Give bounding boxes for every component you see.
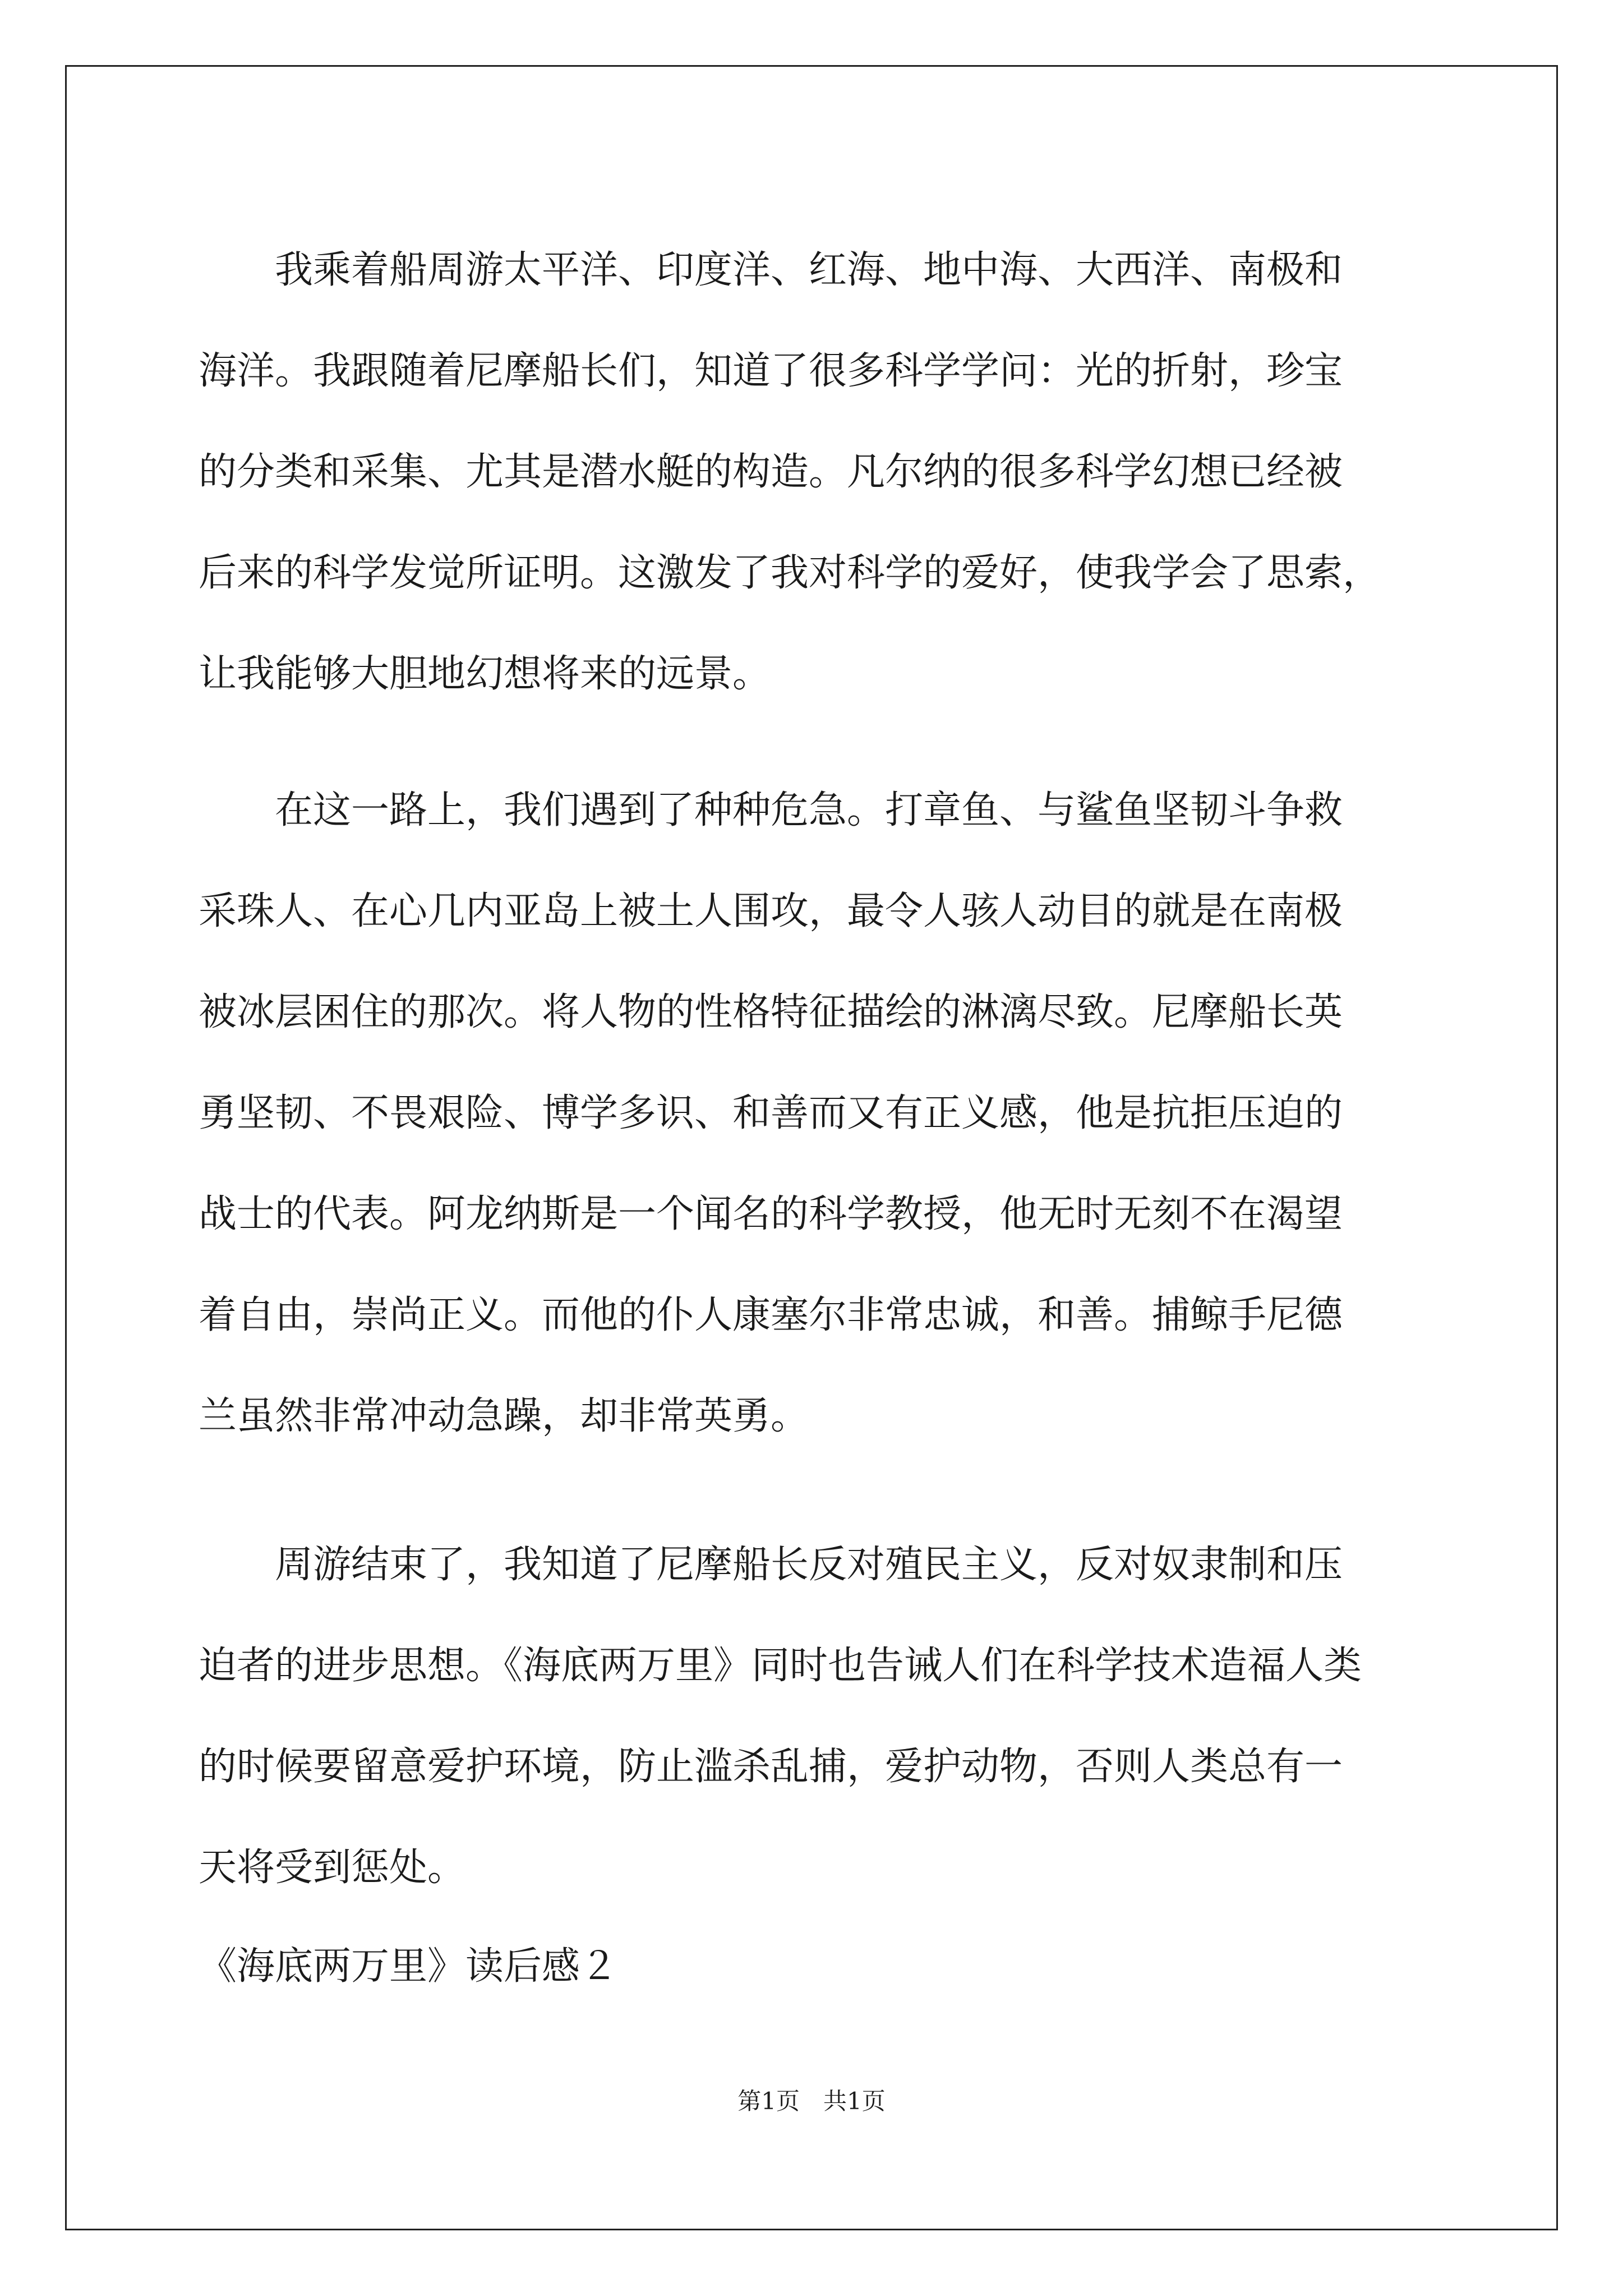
text-line: 战士的代表。阿龙纳斯是一个闻名的科学教授，他无时无刻不在渴望 [199,1192,1343,1236]
text-line: 的分类和采集、尤其是潜水艇的构造。凡尔纳的很多科学幻想已经被 [199,450,1343,494]
paragraph-1 [199,220,1381,725]
text-line: 周游结束了，我知道了尼摩船长反对殖民主义，反对奴隶制和压 [275,1543,1343,1587]
text-line: 着自由，崇尚正义。而他的仆人康塞尔非常忠诚，和善。捕鲸手尼德 [199,1293,1343,1337]
text-line: 我乘着船周游太平洋、印度洋、红海、地中海、大西洋、南极和 [275,248,1343,292]
paragraph-2 [199,760,1343,1467]
text-line: 兰虽然非常冲动急躁，却非常英勇。 [199,1394,809,1438]
text-line: 勇坚韧、不畏艰险、博学多识、和善而又有正义感，他是抗拒压迫的 [199,1091,1343,1135]
text-line: 的时候要留意爱护环境，防止滥杀乱捕，爱护动物，否则人类总有一 [199,1745,1343,1789]
text-line: 后来的科学发觉所证明。这激发了我对科学的爱好，使我学会了思索， [199,551,1381,595]
section-heading: 《海底两万里》读后感２ [199,1944,619,1989]
text-line: 在这一路上，我们遇到了种种危急。打章鱼、与鲨鱼坚韧斗争救 [275,788,1343,832]
text-line: 迫者的进步思想。《海底两万里》同时也告诫人们在科学技术造福人类 [199,1644,1362,1688]
paragraph-3 [199,1515,1362,1918]
text-line: 海洋。我跟随着尼摩船长们，知道了很多科学学问：光的折射，珍宝 [199,349,1343,393]
page-number-footer: 第1页 共1页 [737,2087,886,2115]
text-line: 采珠人、在心几内亚岛上被土人围攻，最令人骇人动目的就是在南极 [199,889,1343,933]
text-line: 被冰层困住的那次。将人物的性格特征描绘的淋漓尽致。尼摩船长英 [199,990,1343,1034]
text-line: 天将受到惩处。 [199,1846,466,1890]
text-line: 让我能够大胆地幻想将来的远景。 [199,652,771,696]
